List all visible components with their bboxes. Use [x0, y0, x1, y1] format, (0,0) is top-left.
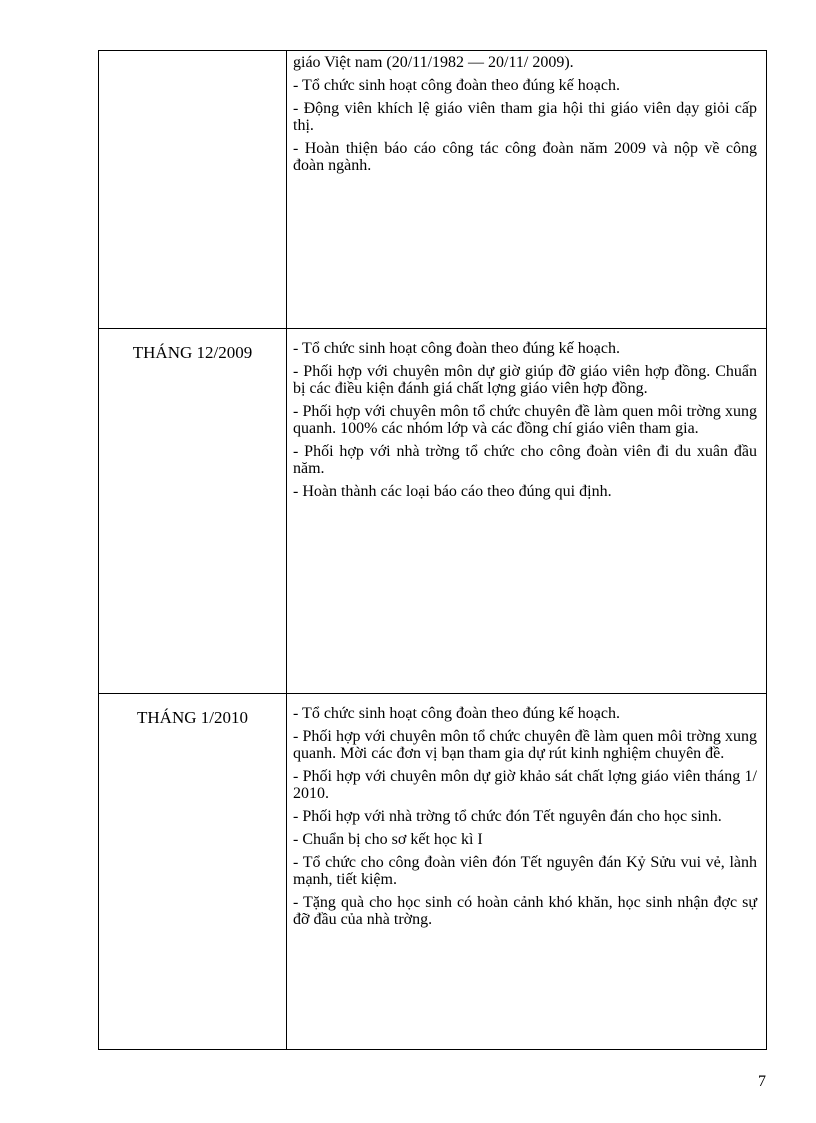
- activity-item: - Phối hợp với chuyên môn tổ chức chuyên đề làm quen môi trờng xung quanh. Mời các đơn vị bạn tham gia dự rút kinh nghiệm chuyên đề.: [293, 728, 757, 762]
- month-cell: [99, 694, 287, 1050]
- activity-item: - Tổ chức sinh hoạt công đoàn theo đúng kế hoạch.: [293, 340, 620, 357]
- activity-item: - Tổ chức sinh hoạt công đoàn theo đúng kế hoạch.: [293, 705, 620, 722]
- activity-item: - Tổ chức sinh hoạt công đoàn theo đúng kế hoạch.: [293, 77, 620, 94]
- table-row: [99, 51, 767, 329]
- month-cell: [99, 329, 287, 694]
- table-row: [99, 694, 767, 1050]
- activity-item: - Tặng quà cho học sinh có hoàn cảnh khó khăn, học sinh nhận đợc sự đỡ đầu của nhà trờng.: [293, 894, 757, 928]
- plan-table: [98, 50, 767, 1050]
- activity-item: - Phối hợp với nhà trờng tổ chức cho công đoàn viên đi du xuân đầu năm.: [293, 443, 757, 477]
- activity-item: giáo Việt nam (20/11/1982 — 20/11/ 2009).: [293, 54, 574, 71]
- activity-item: - Động viên khích lệ giáo viên tham gia hội thi giáo viên dạy giỏi cấp thị.: [293, 100, 757, 134]
- table-row: [99, 329, 767, 694]
- page-number: 7: [758, 1073, 766, 1090]
- activity-item: - Hoàn thiện báo cáo công tác công đoàn năm 2009 và nộp về công đoàn ngành.: [293, 140, 757, 174]
- month-label: THÁNG 12/2009: [132, 343, 253, 362]
- activities-cell: [287, 51, 767, 329]
- activity-item: - Phối hợp với chuyên môn dự giờ giúp đỡ giáo viên hợp đồng. Chuẩn bị các điều kiện đánh giá chất lợng giáo viên hợp đồng.: [293, 363, 757, 397]
- activity-item: - Tổ chức cho công đoàn viên đón Tết nguyên đán Kỷ Sửu vui vẻ, lành mạnh, tiết kiệm.: [293, 854, 757, 888]
- activities-cell: [287, 329, 767, 694]
- activity-item: - Hoàn thành các loại báo cáo theo đúng qui định.: [293, 483, 612, 500]
- month-label: [99, 51, 286, 65]
- activity-item: - Phối hợp với chuyên môn dự giờ khảo sát chất lợng giáo viên tháng 1/ 2010.: [293, 768, 757, 802]
- activities-cell: [287, 694, 767, 1050]
- activity-item: - Phối hợp với chuyên môn tổ chức chuyên đề làm quen môi trờng xung quanh. 100% các nhóm lớp và các đồng chí giáo viên tham gia.: [293, 403, 757, 437]
- month-label: THÁNG 1/2010: [137, 708, 248, 727]
- activity-item: - Phối hợp với nhà trờng tổ chức đón Tết nguyên đán cho học sinh.: [293, 808, 722, 825]
- activity-item: - Chuẩn bị cho sơ kết học kì I: [293, 831, 483, 848]
- month-cell: [99, 51, 287, 329]
